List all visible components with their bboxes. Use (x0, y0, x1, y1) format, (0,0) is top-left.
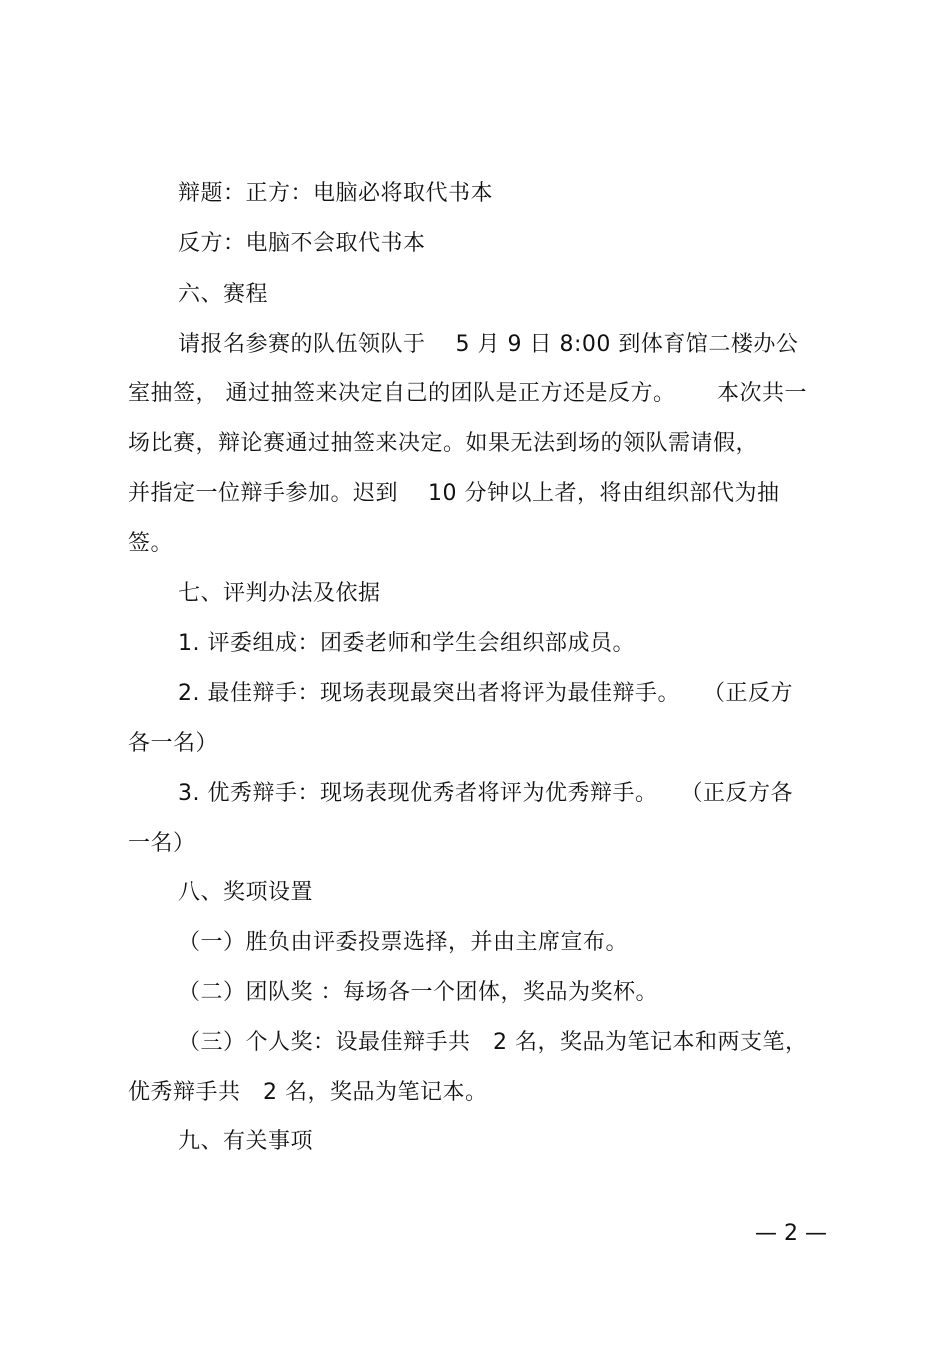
section-heading-schedule: 六、赛程 (178, 282, 269, 307)
list-item-continuation: 优秀辩手共 2 名，奖品为笔记本。 (128, 1080, 488, 1105)
section-heading-awards: 八、奖项设置 (178, 880, 314, 905)
paragraph-line: 并指定一位辩手参加。迟到 10 分钟以上者，将由组织部代为抽 (128, 481, 780, 506)
debate-topic-affirmative: 辩题：正方：电脑必将取代书本 (178, 181, 494, 206)
list-item: （三）个人奖：设最佳辩手共 2 名，奖品为笔记本和两支笔， (178, 1030, 808, 1055)
list-item-continuation: 各一名） (128, 731, 219, 756)
section-heading-judging: 七、评判办法及依据 (178, 581, 381, 606)
debate-topic-negative: 反方：电脑不会取代书本 (178, 231, 426, 256)
list-item: （一）胜负由评委投票选择，并由主席宣布。 (178, 930, 629, 955)
list-item: （二）团队奖 ：每场各一个团体，奖品为奖杯。 (178, 980, 658, 1005)
section-heading-related-matters: 九、有关事项 (178, 1129, 314, 1154)
paragraph-line: 场比赛，辩论赛通过抽签来决定。如果无法到场的领队需请假， (128, 431, 759, 456)
list-item: 3. 优秀辩手：现场表现优秀者将评为优秀辩手。 （正反方各 (178, 781, 793, 806)
list-item-continuation: 一名） (128, 831, 196, 856)
list-item: 1. 评委组成：团委老师和学生会组织部成员。 (178, 631, 635, 656)
paragraph-line: 室抽签， 通过抽签来决定自己的团队是正方还是反方。 本次共一 (128, 381, 807, 406)
paragraph-line: 请报名参赛的队伍领队于 5 月 9 日 8:00 到体育馆二楼办公 (178, 332, 799, 357)
page-number: — 2 — (755, 1221, 827, 1246)
paragraph-line: 签。 (128, 531, 174, 556)
list-item: 2. 最佳辩手：现场表现最突出者将评为最佳辩手。 （正反方 (178, 681, 793, 706)
